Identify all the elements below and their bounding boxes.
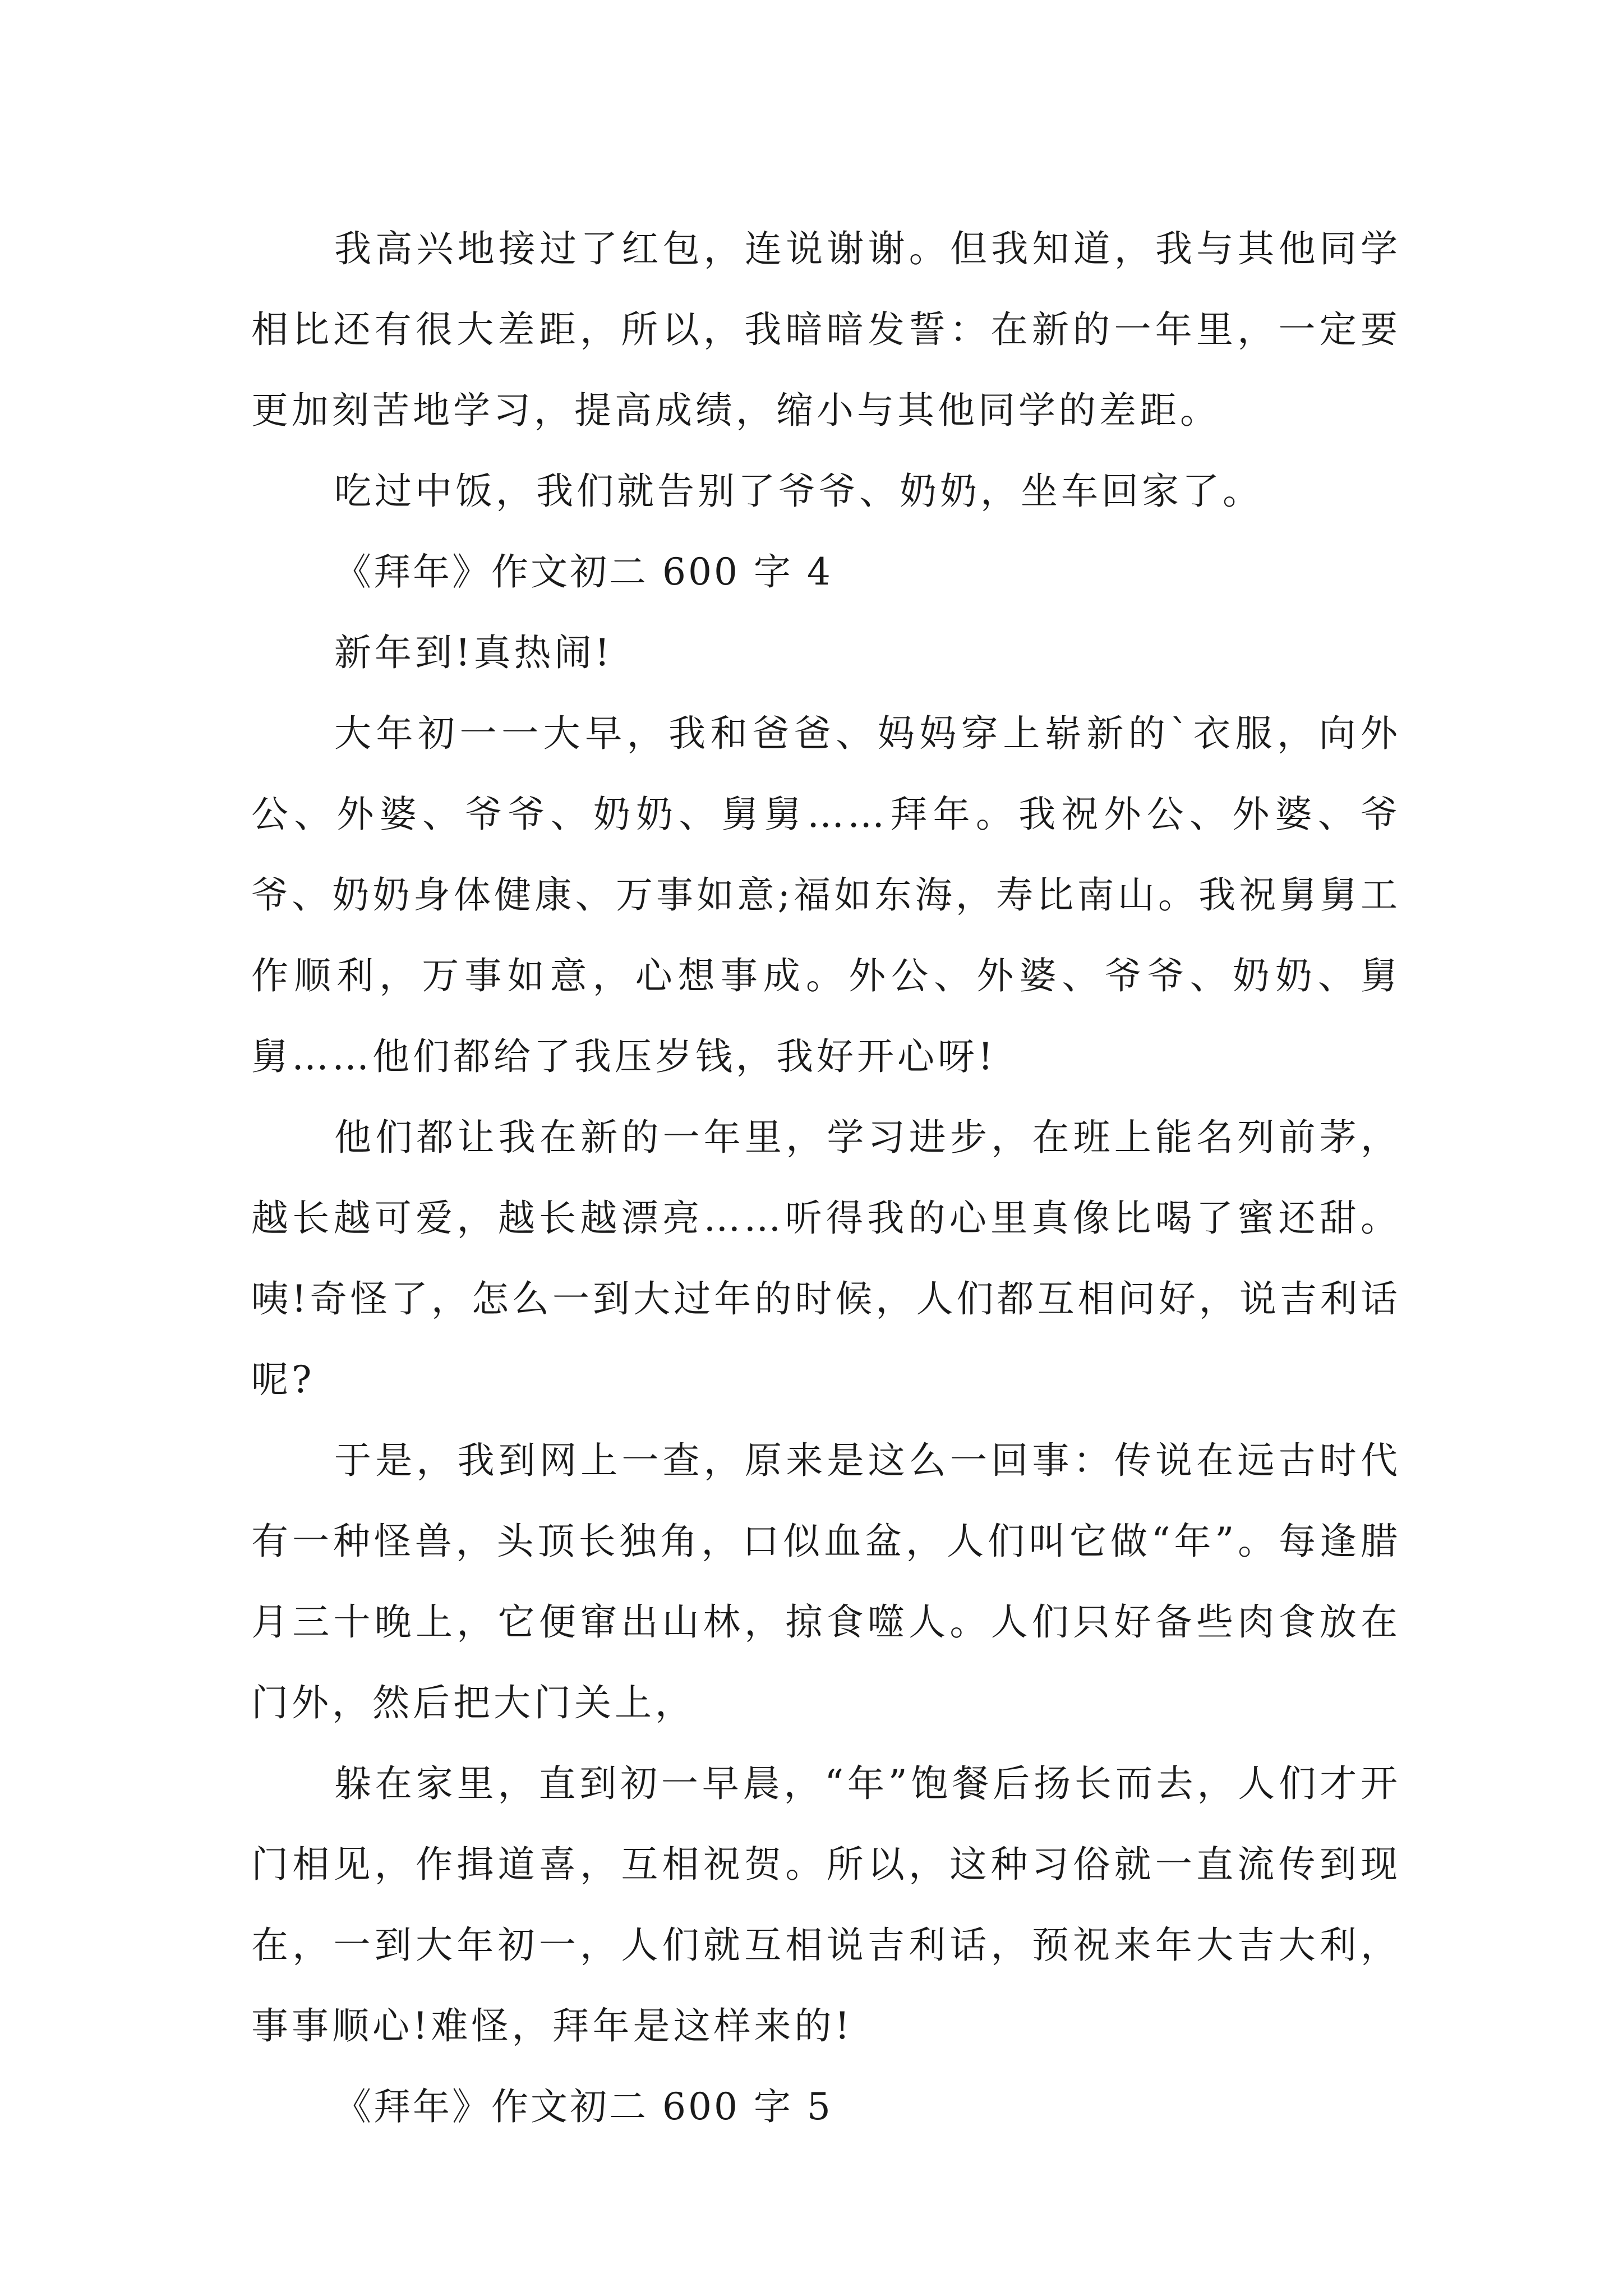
- section-heading: 《拜年》作文初二 600 字 5: [334, 2085, 833, 2128]
- paragraph: 新年到!真热闹!: [334, 631, 614, 674]
- paragraph: 躲在家里，直到初一早晨，“年”饱餐后扬长而去，人们才开门相见，作揖道喜，互相祝贺。所以，这种习俗就一直流传到现在，一到大年初一，人们就互相说吉利话，预祝来年大吉大利，事事顺心!难怪，拜年是这样来的!: [251, 1762, 1401, 2047]
- section-heading: 《拜年》作文初二 600 字 4: [334, 550, 833, 593]
- paragraph: 他们都让我在新的一年里，学习进步，在班上能名列前茅，越长越可爱，越长越漂亮……听得我的心里真像比喝了蜜还甜。 咦!奇怪了，怎么一到大过年的时候，人们都互相问好，说吉利话呢?: [251, 1116, 1401, 1401]
- paragraph: 大年初一一大早，我和爸爸、妈妈穿上崭新的`衣服，向外公、外婆、爷爷、奶奶、舅舅……拜年。我祝外公、外婆、爷爷、奶奶身体健康、万事如意;福如东海，寿比南山。我祝舅舅工作顺利，万事如意，心想事成。外公、外婆、爷爷、奶奶、舅舅……他们都给了我压岁钱，我好开心呀!: [251, 712, 1401, 1078]
- paragraph: 于是，我到网上一查，原来是这么一回事：传说在远古时代有一种怪兽，头顶长独角，口似血盆，人们叫它做“年”。每逢腊月三十晚上，它便窜出山林，掠食噬人。人们只好备些肉食放在门外，然后把大门关上，: [251, 1439, 1401, 1724]
- paragraph: 我高兴地接过了红包，连说谢谢。但我知道，我与其他同学相比还有很大差距，所以，我暗暗发誓：在新的一年里，一定要更加刻苦地学习，提高成绩，缩小与其他同学的差距。: [251, 227, 1401, 432]
- paragraph: 吃过中饭，我们就告别了爷爷、奶奶，坐车回家了。: [334, 470, 1263, 513]
- document-body: [251, 209, 1401, 2147]
